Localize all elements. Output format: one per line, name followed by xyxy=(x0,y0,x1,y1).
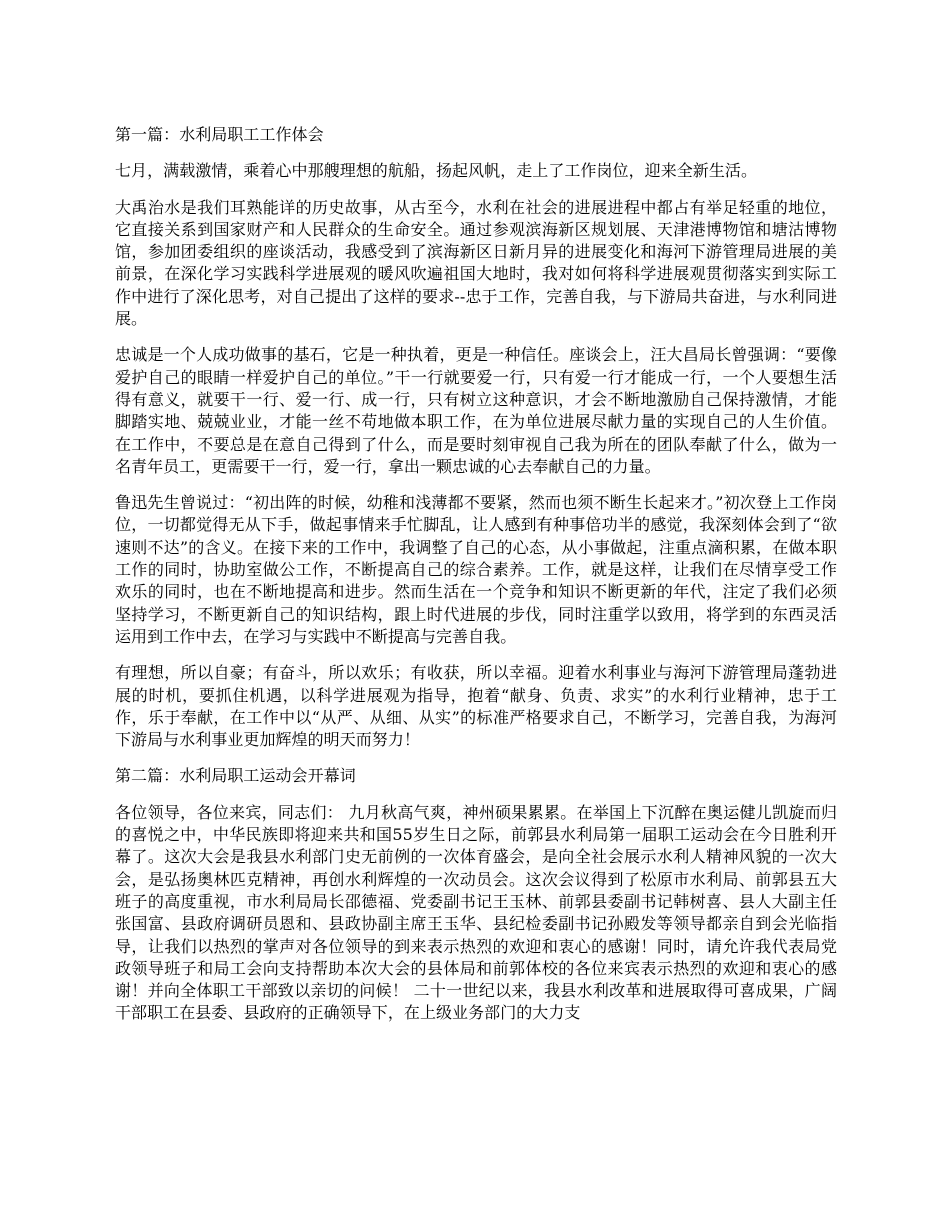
document-page xyxy=(115,124,837,1039)
paragraph: 各位领导，各位来宾，同志们： 九月秋高气爽，神州硕果累累。在举国上下沉醉在奥运健儿凯旋而归的喜悦之中，中华民族即将迎来共和国55岁生日之际，前郭县水利局第一届职工运动会在今日胜利开幕了。这次大会是我县水利部门史无前例的一次体育盛会，是向全社会展示水利人精神风貌的一次大会，是弘扬奥林匹克精神，再创水利辉煌的一次动员会。这次会议得到了松原市水利局、前郭县五大班子的高度重视，市水利局局长邵德福、党委副书记王玉林、前郭县委副书记韩树喜、县人大副主任张国富、县政府调研员恩和、县政协副主席王玉华、县纪检委副书记孙殿发等领导都亲自到会光临指导，让我们以热烈的掌声对各位领导的到来表示热烈的欢迎和衷心的感谢！同时，请允许我代表局党政领导班子和局工会向支持帮助本次大会的县体局和前郭体校的各位来宾表示热烈的欢迎和衷心的感谢！并向全体职工干部致以亲切的问候！ 二十一世纪以来，我县水利改革和进展取得可喜成果，广阔干部职工在县委、县政府的正确领导下，在上级业务部门的大力支 xyxy=(115,802,837,1023)
section-title: 第一篇：水利局职工工作体会 xyxy=(115,125,324,144)
paragraph: 鲁迅先生曾说过：“初出阵的时候，幼稚和浅薄都不要紧，然而也须不断生长起来才。”初次登上工作岗位，一切都觉得无从下手，做起事情来手忙脚乱，让人感到有种事倍功半的感觉，我深刻体会到了“欲速则不达”的含义。在接下来的工作中，我调整了自己的心态，从小事做起，注重点滴积累，在做本职工作的同时，协助室做公工作，不断提高自己的综合素养。工作，就是这样，让我们在尽情享受工作欢乐的同时，也在不断地提高和进步。然而生活在一个竞争和知识不断更新的年代，注定了我们必须坚持学习，不断更新自己的知识结构，跟上时代进展的步伐，同时注重学以致用，将学到的东西灵活运用到工作中去，在学习与实践中不断提高与完善自我。 xyxy=(115,493,837,646)
paragraph: 忠诚是一个人成功做事的基石，它是一种执着，更是一种信任。座谈会上，汪大昌局长曾强调：“要像爱护自己的眼睛一样爱护自己的单位。”干一行就要爱一行，只有爱一行才能成一行，一个人要想生活得有意义，就要干一行、爱一行、成一行，只有树立这种意识，才会不断地激励自己保持激情，才能脚踏实地、兢兢业业，才能一丝不苟地做本职工作，在为单位进展尽献力量的实现自己的人生价值。在工作中，不要总是在意自己得到了什么，而是要时刻审视自己我为所在的团队奉献了什么，做为一名青年员工，更需要干一行，爱一行，拿出一颗忠诚的心去奉献自己的力量。 xyxy=(115,345,837,476)
paragraph: 七月，满载激情，乘着心中那艘理想的航船，扬起风帆，走上了工作岗位，迎来全新生活。 xyxy=(115,161,758,181)
paragraph: 大禹治水是我们耳熟能详的历史故事，从古至今，水利在社会的进展进程中都占有举足轻重的地位，它直接关系到国家财产和人民群众的生命安全。通过参观滨海新区规划展、天津港博物馆和塘沽博物馆，参加团委组织的座谈活动，我感受到了滨海新区日新月异的进展变化和海河下游管理局进展的美前景，在深化学习实践科学进展观的暖风吹遍祖国大地时，我对如何将科学进展观贯彻落实到实际工作中进行了深化思考，对自己提出了这样的要求--忠于工作，完善自我，与下游局共奋进，与水利同进展。 xyxy=(115,197,837,329)
paragraph: 有理想，所以自豪；有奋斗，所以欢乐；有收获，所以幸福。迎着水利事业与海河下游管理局蓬勃进展的时机，要抓住机遇，以科学进展观为指导，抱着“献身、负责、求实”的水利行业精神，忠于工作，乐于奉献，在工作中以“从严、从细、从实”的标准严格要求自己，不断学习，完善自我，为海河下游局与水利事业更加辉煌的明天而努力！ xyxy=(115,663,837,750)
section-title: 第二篇：水利局职工运动会开幕词 xyxy=(115,766,356,786)
